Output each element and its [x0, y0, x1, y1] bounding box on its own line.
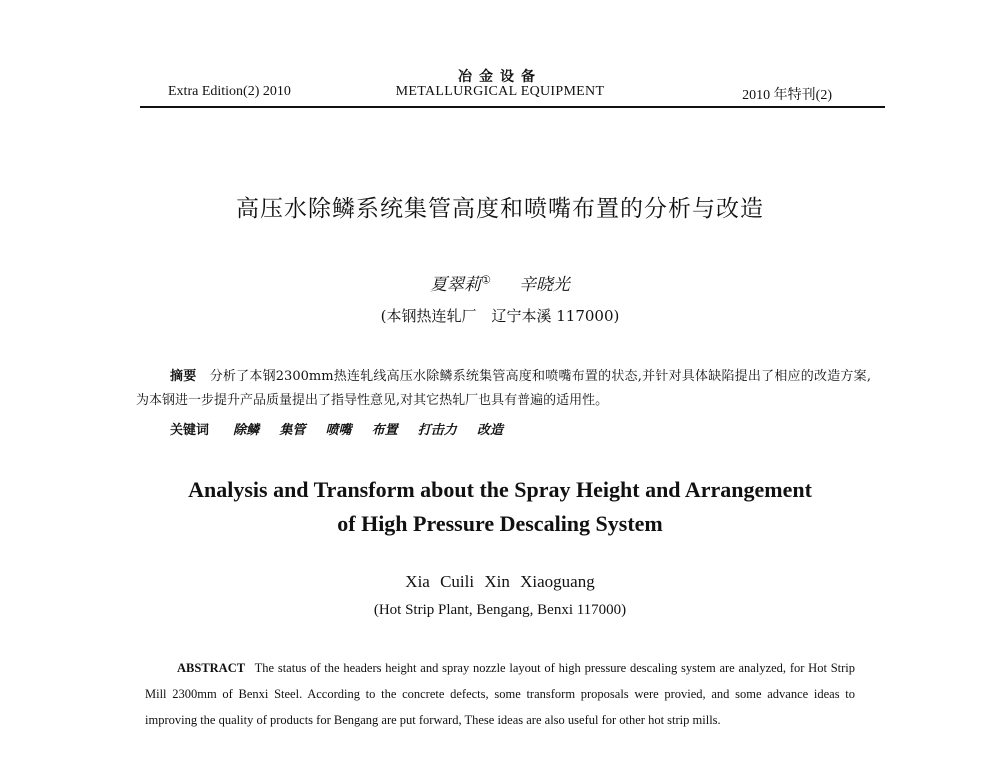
title-cn: 高压水除鳞系统集管高度和喷嘴布置的分析与改造: [236, 196, 764, 222]
keyword-item: 除鳞: [233, 423, 260, 438]
abstract-en-text: The status of the headers height and spray nozzle layout of high pressure descaling system are analyzed, for Hot Strip Mill 2300mm of Benxi Steel. According to the concrete defects, some transform proposals were provied, and some advance ideas to improving the quality of products for Bengang are put forward, These ideas are also useful for other hot strip mills.: [145, 661, 856, 727]
title-en-line1: Analysis and Transform about the Spray Height and Arrangement: [188, 477, 812, 502]
abstract-cn-label: 摘要: [170, 369, 197, 384]
keywords-cn: [170, 419, 519, 438]
abstract-cn-text: 分析了本钢2300mm热连轧线高压水除鳞系统集管高度和喷嘴布置的状态,并针对具体缺陷提出了相应的改造方案,为本钢进一步提升产品质量提出了指导性意见,对其它热轧厂也具有普遍的适用性。: [136, 369, 871, 408]
abstract-en: [145, 655, 855, 733]
affiliation-en: (Hot Strip Plant, Bengang, Benxi 117000): [373, 602, 627, 618]
keyword-item: 喷嘴: [325, 423, 352, 438]
abstract-en-label: ABSTRACT: [177, 661, 246, 675]
title-en: [0, 473, 1000, 541]
authors-cn: [0, 270, 1000, 295]
keyword-item: 布置: [371, 423, 398, 438]
abstract-cn: [136, 365, 871, 413]
journal-name-cn: 冶金设备: [458, 69, 542, 85]
affiliation-cn: (本钢热连轧厂 辽宁本溪 117000): [380, 307, 620, 325]
keyword-item: 集管: [279, 423, 306, 438]
author-cn-second: 辛晓光: [518, 275, 570, 295]
keyword-item: 打击力: [417, 423, 457, 438]
author-footnote-mark: ①: [481, 273, 491, 287]
title-en-line2: of High Pressure Descaling System: [337, 511, 663, 536]
keyword-item: 改造: [476, 423, 503, 438]
header-rule: [140, 106, 885, 108]
keywords-cn-label: 关键词: [170, 423, 210, 438]
journal-name-en: METALLURGICAL EQUIPMENT: [395, 84, 605, 99]
author-cn-first: 夏翠莉: [430, 275, 482, 295]
authors-en: Xia Cuili Xin Xiaoguang: [405, 572, 595, 591]
header-edition: Extra Edition(2) 2010: [168, 84, 291, 99]
header-issue-cn: 2010 年特刊(2): [742, 88, 832, 103]
